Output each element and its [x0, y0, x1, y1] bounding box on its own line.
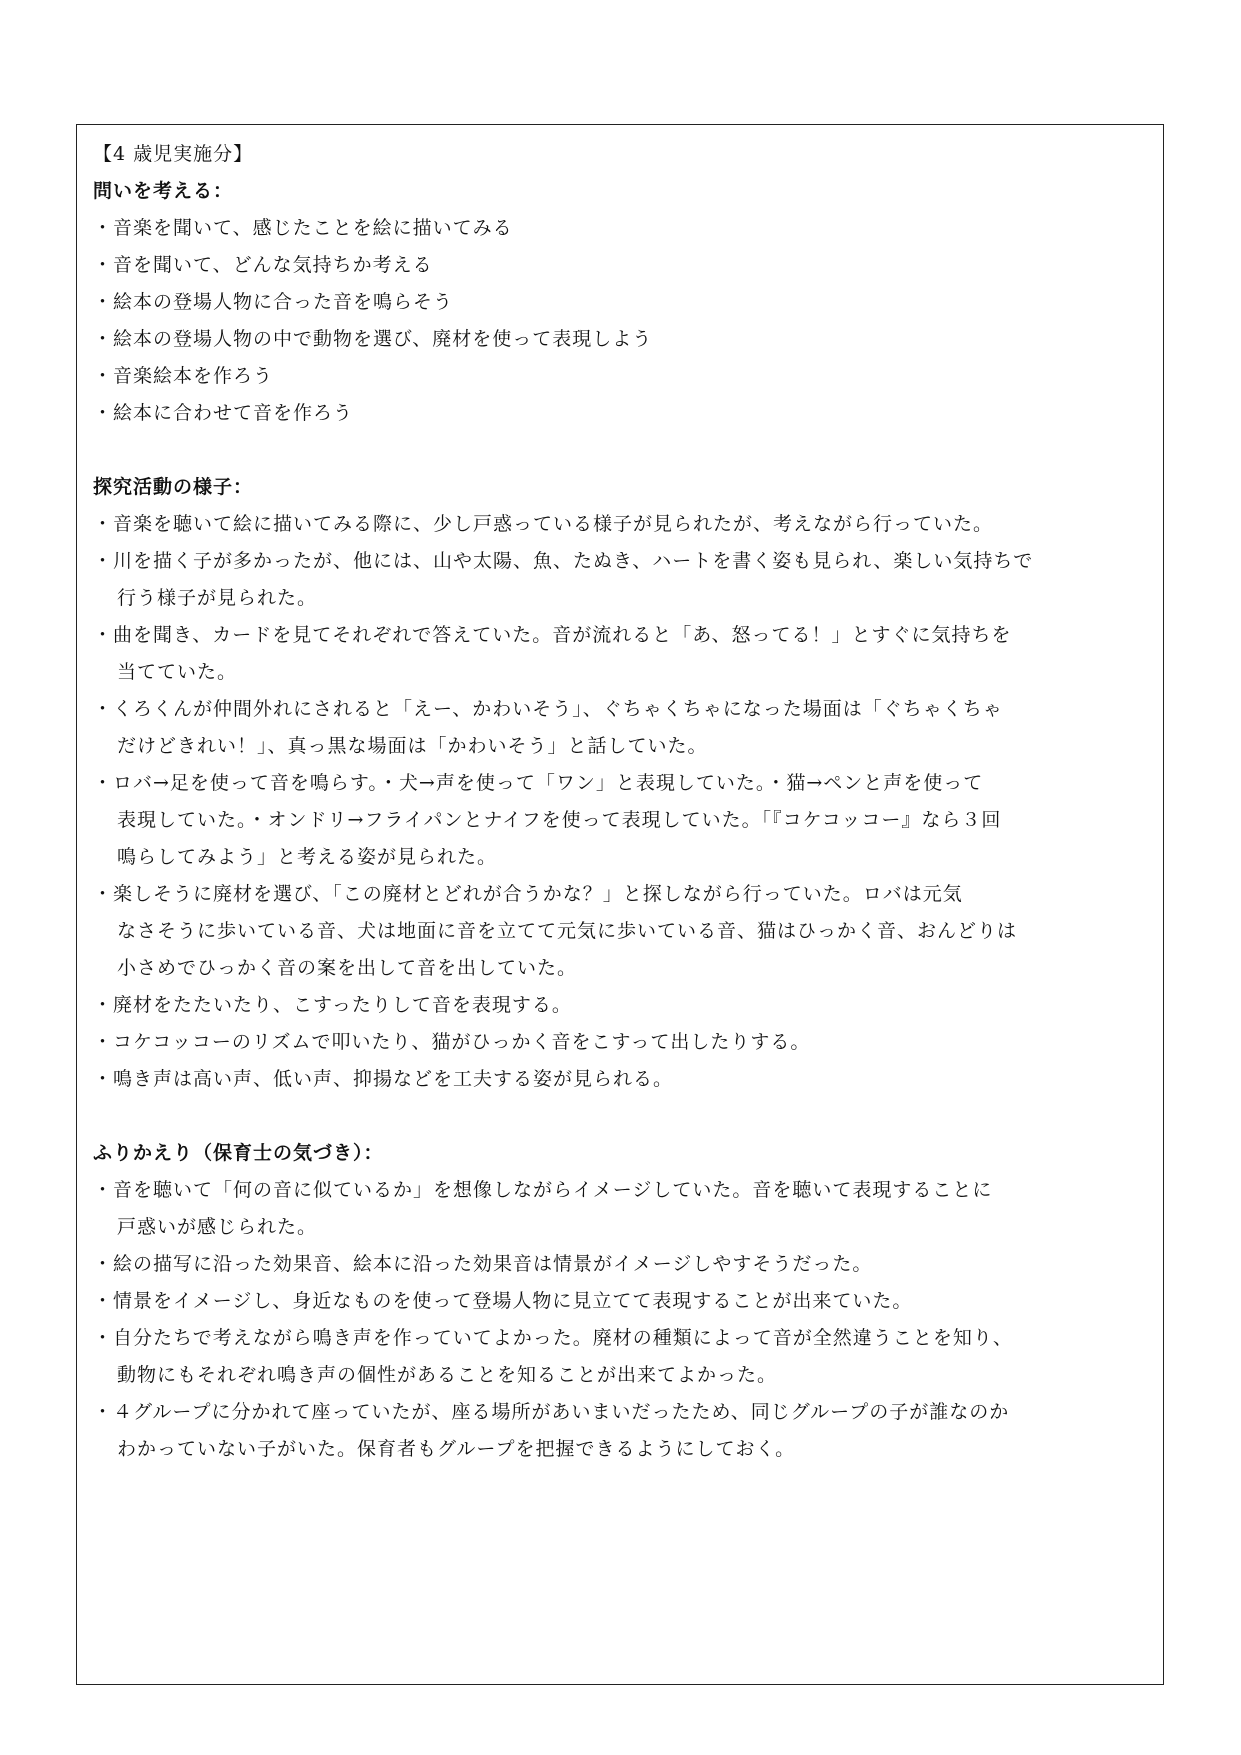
list-item: ・絵の描写に沿った効果音、絵本に沿った効果音は情景がイメージしやすそうだった。 [93, 1253, 873, 1275]
list-item-continuation: 動物にもそれぞれ鳴き声の個性があることを知ることが出来てよかった。 [117, 1364, 778, 1386]
section-heading-questions: 問いを考える： [93, 180, 234, 202]
list-item: ・ロバ→足を使って音を鳴らす。・犬→声を使って「ワン」と表現していた。・猫→ペンと声を使って [93, 772, 984, 794]
list-item: ・音楽を聞いて、感じたことを絵に描いてみる [93, 217, 513, 239]
list-item: ・コケコッコーのリズムで叩いたり、猫がひっかく音をこすって出したりする。 [93, 1031, 811, 1053]
list-item: ・音楽を聴いて絵に描いてみる際に、少し戸惑っている様子が見られたが、考えながら行っていた。 [93, 513, 994, 535]
list-item: ・４グループに分かれて座っていたが、座る場所があいまいだったため、同じグループの子が誰なのか [93, 1401, 1010, 1423]
spacer [93, 1098, 1157, 1135]
list-item: ・自分たちで考えながら鳴き声を作っていてよかった。廃材の種類によって音が全然違うことを知り、 [93, 1327, 1013, 1349]
list-item-continuation: 鳴らしてみよう」と考える姿が見られた。 [117, 846, 498, 868]
spacer [93, 432, 1157, 469]
list-item-continuation: 表現していた。・オンドリ→フライパンとナイフを使って表現していた。「『コケコッコー』なら３回 [117, 809, 1002, 831]
document-body [93, 136, 1157, 1468]
list-item: ・くろくんが仲間外れにされると「えー、かわいそう」、ぐちゃくちゃになった場面は「ぐちゃくちゃ [93, 698, 1003, 720]
list-item-continuation: なさそうに歩いている音、犬は地面に音を立てて元気に歩いている音、猫はひっかく音、おんどりは [117, 920, 1018, 942]
section-heading-reflection: ふりかえり（保育士の気づき）： [93, 1142, 384, 1164]
list-item: ・情景をイメージし、身近なものを使って登場人物に見立てて表現することが出来ていた。 [93, 1290, 913, 1312]
document-title: 【4 歳児実施分】 [93, 143, 254, 165]
list-item: ・川を描く子が多かったが、他には、山や太陽、魚、たぬき、ハートを書く姿も見られ、楽しい気持ちで [93, 550, 1034, 572]
list-item-continuation: わかっていない子がいた。保育者もグループを把握できるようにしておく。 [117, 1438, 796, 1460]
list-item: ・曲を聞き、カードを見てそれぞれで答えていた。音が流れると「あ、怒ってる！」とすぐに気持ちを [93, 624, 1012, 646]
list-item-continuation: 当てていた。 [117, 661, 238, 683]
list-item: ・音を聴いて「何の音に似ているか」を想像しながらイメージしていた。音を聴いて表現することに [93, 1179, 993, 1201]
list-item-continuation: 戸惑いが感じられた。 [117, 1216, 318, 1238]
list-item: ・廃材をたたいたり、こすったりして音を表現する。 [93, 994, 572, 1016]
list-item: ・絵本の登場人物の中で動物を選び、廃材を使って表現しよう [93, 328, 653, 350]
list-item: ・絵本の登場人物に合った音を鳴らそう [93, 291, 454, 313]
list-item: ・絵本に合わせて音を作ろう [93, 402, 354, 424]
list-item: ・音を聞いて、どんな気持ちか考える [93, 254, 433, 276]
list-item: ・鳴き声は高い声、低い声、抑揚などを工夫する姿が見られる。 [93, 1068, 674, 1090]
list-item-continuation: 小さめでひっかく音の案を出して音を出していた。 [117, 957, 578, 979]
list-item: ・楽しそうに廃材を選び、「この廃材とどれが合うかな？」と探しながら行っていた。ロバは元気 [93, 883, 963, 905]
list-item-continuation: だけどきれい！」、真っ黒な場面は「かわいそう」と話していた。 [117, 735, 708, 757]
list-item-continuation: 行う様子が見られた。 [117, 587, 318, 609]
section-heading-activity: 探究活動の様子： [93, 476, 254, 498]
list-item: ・音楽絵本を作ろう [93, 365, 274, 387]
